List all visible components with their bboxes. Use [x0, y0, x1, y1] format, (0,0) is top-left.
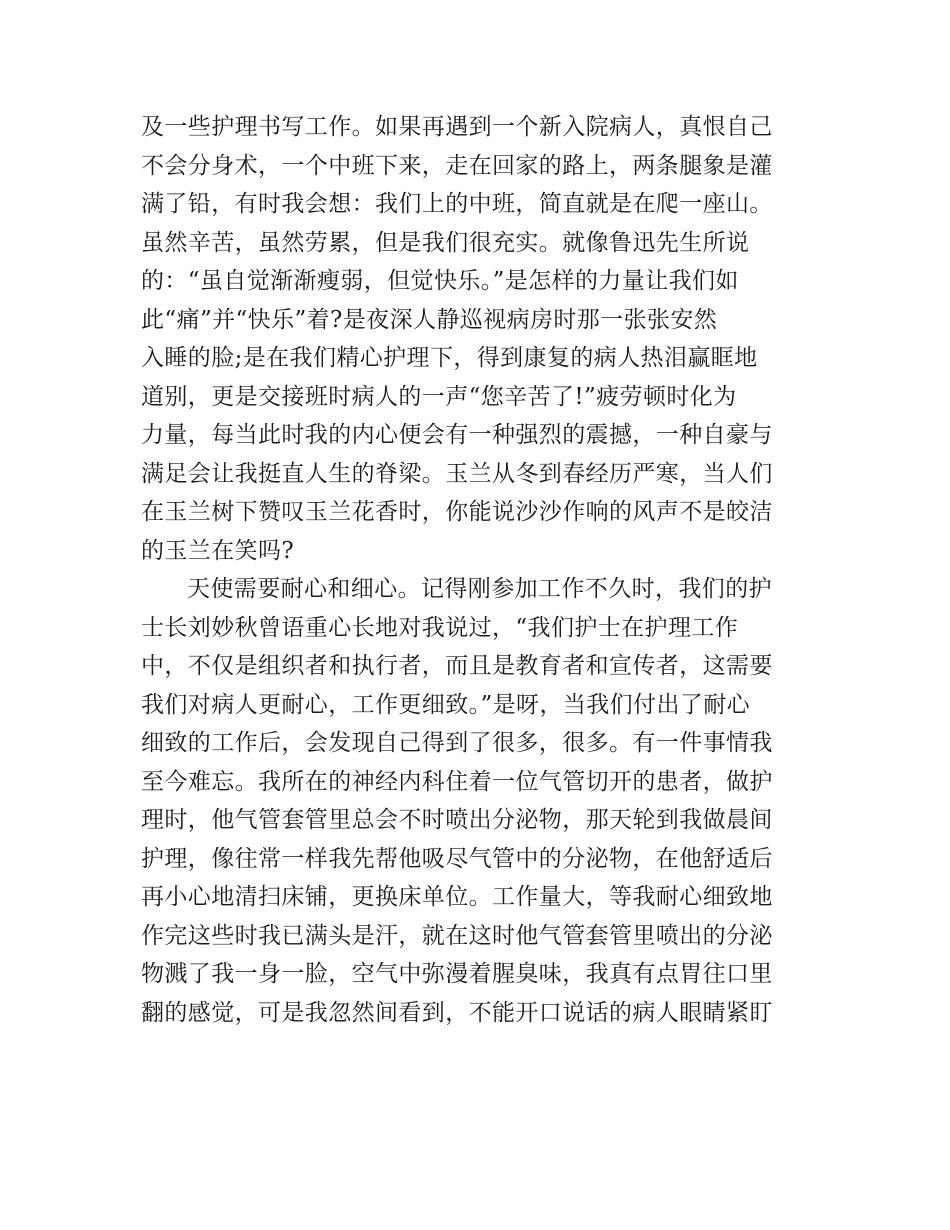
text-line: 我们对病人更耐心，工作更细致。”是呀，当我们付出了耐心 — [141, 691, 751, 718]
body-text — [141, 108, 821, 1032]
text-line: 翻的感觉，可是我忽然间看到，不能开口说话的病人眼睛紧盯 — [141, 999, 773, 1026]
text-line: 士长刘妙秋曾语重心长地对我说过，“我们护士在护理工作 — [141, 614, 739, 641]
text-line: 中，不仅是组织者和执行者，而且是教育者和宣传者，这需要 — [141, 653, 773, 679]
text-line: 虽然辛苦，虽然劳累，但是我们很充实。就像鲁迅先生所说 — [141, 229, 750, 256]
text-line: 力量，每当此时我的内心便会有一种强烈的震撼，一种自豪与 — [141, 422, 773, 448]
text-line: 道别，更是交接班时病人的一声“您辛苦了!”疲劳顿时化为 — [141, 383, 737, 410]
text-line: 至今难忘。我所在的神经内科住着一位气管切开的患者，做护 — [141, 768, 773, 795]
text-line: 在玉兰树下赞叹玉兰花香时，你能说沙沙作响的风声不是皎洁 — [141, 499, 773, 525]
text-line: 入睡的脸;是在我们精心护理下，得到康复的病人热泪赢眶地 — [141, 345, 758, 371]
text-line: 细致的工作后，会发现自己得到了很多，很多。有一件事情我 — [141, 730, 773, 756]
text-line: 此“痛”并“快乐”着?是夜深人静巡视病房时那一张张安然 — [141, 306, 718, 333]
text-line: 的：“虽自觉渐渐瘦弱，但觉快乐。”是怎样的力量让我们如 — [141, 268, 739, 294]
text-line: 的玉兰在笑吗? — [141, 537, 295, 564]
text-line: 理时，他气管套管里总会不时喷出分泌物，那天轮到我做晨间 — [141, 807, 773, 833]
paragraph-start-line: 天使需要耐心和细心。记得刚参加工作不久时，我们的护 — [187, 576, 772, 602]
text-line: 物溅了我一身一脸，空气中弥漫着腥臭味，我真有点胃往口里 — [141, 961, 773, 987]
text-line: 作完这些时我已满头是汗，就在这时他气管套管里喷出的分泌 — [141, 922, 773, 949]
text-line: 及一些护理书写工作。如果再遇到一个新入院病人，真恨自己 — [141, 114, 773, 140]
text-line: 再小心地清扫床铺，更换床单位。工作量大，等我耐心细致地 — [141, 884, 773, 910]
text-line: 护理，像往常一样我先帮他吸尽气管中的分泌物，在他舒适后 — [141, 845, 773, 872]
text-line: 满了铅，有时我会想：我们上的中班，简直就是在爬一座山。 — [141, 191, 773, 217]
text-line: 不会分身术，一个中班下来，走在回家的路上，两条腿象是灌 — [141, 152, 773, 179]
text-line: 满足会让我挺直人生的脊梁。玉兰从冬到春经历严寒，当人们 — [141, 460, 773, 487]
